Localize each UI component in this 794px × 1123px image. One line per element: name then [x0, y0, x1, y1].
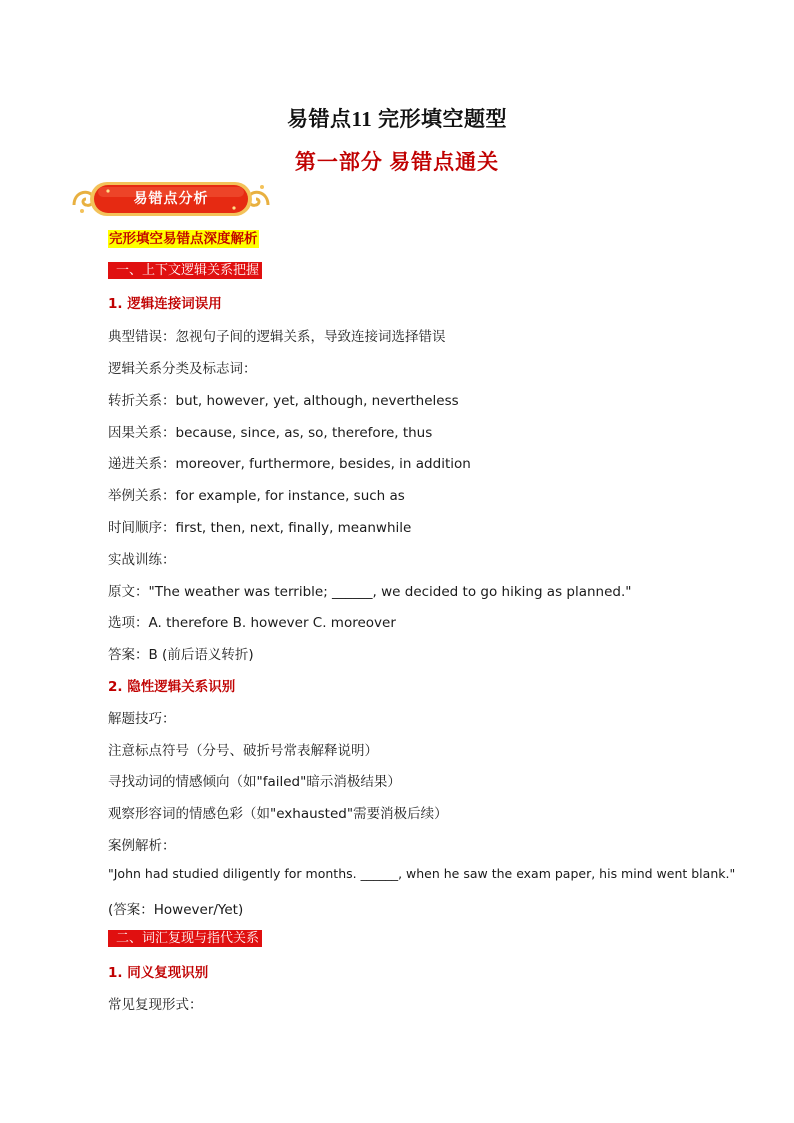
body-line: 时间顺序：first, then, next, finally, meanwhile	[108, 520, 412, 536]
body-line: 寻找动词的情感倾向（如"failed"暗示消极结果）	[108, 774, 401, 790]
intro-heading: 完形填空易错点深度解析	[109, 231, 258, 247]
body-line: "John had studied diligently for months. ______, when he saw the exam paper, his mind went blank."	[108, 866, 736, 881]
body-line: 观察形容词的情感色彩（如"exhausted"需要消极后续）	[108, 806, 448, 822]
section-heading-1: 一、上下文逻辑关系把握	[108, 262, 262, 279]
banner-label: 易错点分析	[133, 191, 209, 207]
section-banner	[72, 179, 270, 219]
body-line: 原文："The weather was terrible; ______, we decided to go hiking as planned."	[108, 584, 632, 600]
body-line: 答案：B (前后语义转折)	[108, 647, 254, 663]
body-line: 选项：A. therefore B. however C. moreover	[108, 615, 396, 631]
body-line: 递进关系：moreover, furthermore, besides, in addition	[108, 456, 471, 472]
body-line: 逻辑关系分类及标志词：	[108, 361, 257, 377]
body-line: 注意标点符号（分号、破折号常表解释说明）	[108, 743, 378, 759]
section-heading-2: 二、词汇复现与指代关系	[108, 930, 262, 947]
page-title: 易错点11 完形填空题型	[286, 107, 508, 131]
body-line: 举例关系：for example, for instance, such as	[108, 488, 405, 504]
body-line: 因果关系：because, since, as, so, therefore, thus	[108, 425, 433, 441]
subsection-heading-2-1: 1. 同义复现识别	[108, 965, 209, 981]
subsection-heading-1-1: 1. 逻辑连接词误用	[108, 296, 222, 312]
body-line: (答案：However/Yet)	[108, 902, 244, 918]
page-subtitle: 第一部分 易错点通关	[294, 150, 500, 174]
body-line: 常见复现形式：	[108, 997, 203, 1013]
body-line: 案例解析：	[108, 838, 176, 854]
body-line: 解题技巧：	[108, 711, 176, 727]
body-line: 典型错误：忽视句子间的逻辑关系，导致连接词选择错误	[108, 329, 446, 345]
body-line: 转折关系：but, however, yet, although, nevertheless	[108, 393, 459, 409]
body-line: 实战训练：	[108, 552, 176, 568]
subsection-heading-1-2: 2. 隐性逻辑关系识别	[108, 679, 236, 695]
